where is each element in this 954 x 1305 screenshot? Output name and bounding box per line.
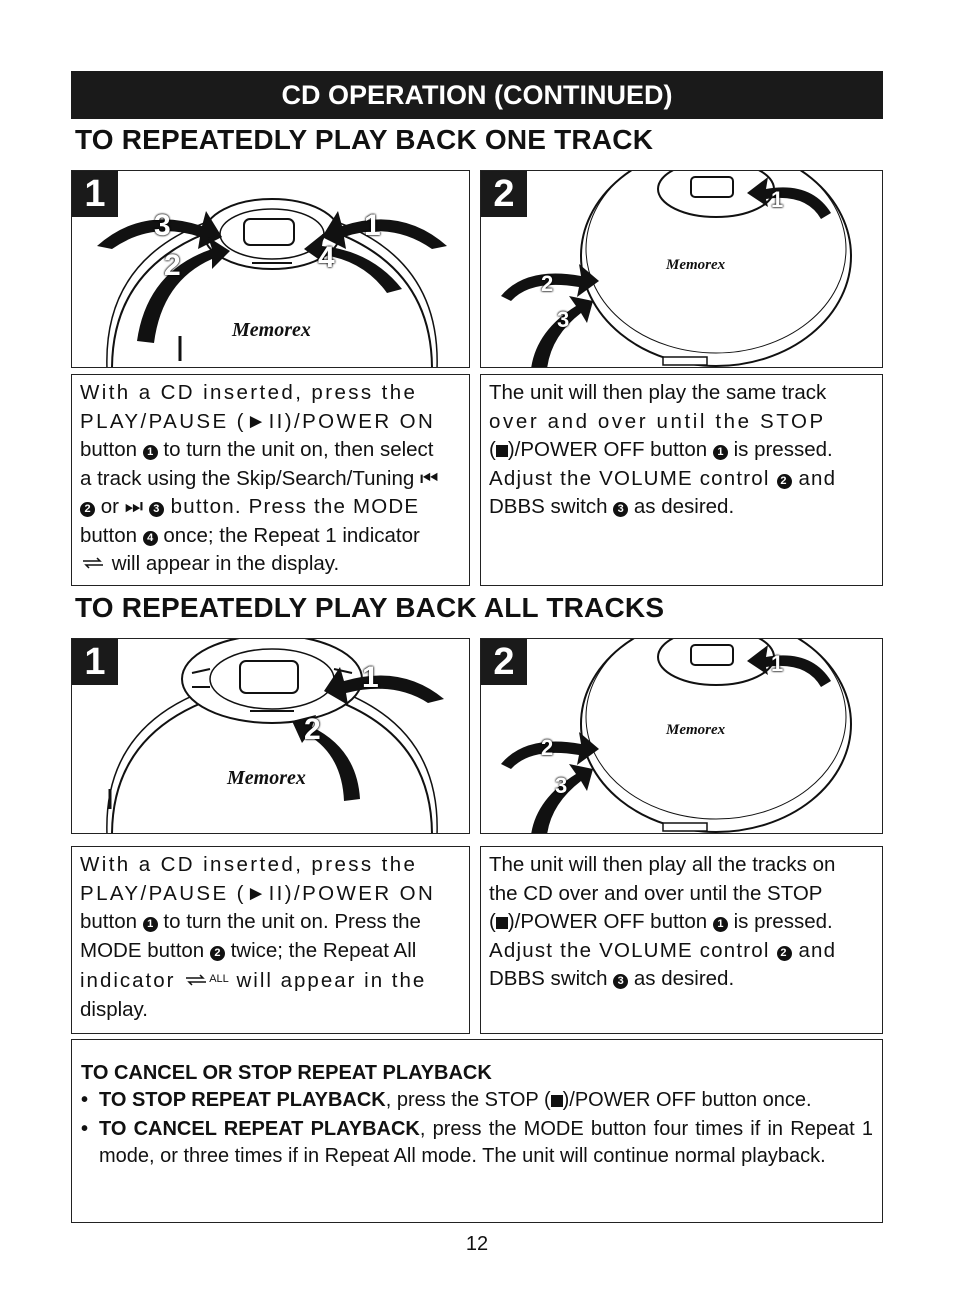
text-line: display. <box>80 997 148 1021</box>
brand-logo: Memorex <box>666 722 726 738</box>
repeat-icon <box>80 556 106 570</box>
callout-4: 4 <box>318 241 335 274</box>
marker-1: 1 <box>713 445 728 460</box>
bullet-dot: • <box>81 1118 89 1140</box>
bullet-bold: TO STOP REPEAT PLAYBACK <box>99 1089 386 1111</box>
text-line: will appear in the display. <box>80 550 461 579</box>
text-line: PLAY/PAUSE (►II)/POWER ON <box>80 409 436 433</box>
marker-1: 1 <box>143 445 158 460</box>
heading-repeat-one: TO REPEATEDLY PLAY BACK ONE TRACK <box>75 124 654 155</box>
page-number: 12 <box>465 1233 489 1255</box>
text-line: over and over until the STOP <box>489 409 826 433</box>
marker-3: 3 <box>613 974 628 989</box>
text-line: button 4 once; the Repeat 1 indicator <box>80 523 420 547</box>
callout-2: 2 <box>304 713 321 746</box>
step-number: 2 <box>481 171 527 217</box>
marker-3: 3 <box>149 502 164 517</box>
figure-all-step2 <box>480 638 883 834</box>
brand-logo: Memorex <box>232 319 311 341</box>
callout-3: 3 <box>555 773 568 798</box>
marker-1: 1 <box>713 917 728 932</box>
cd-player-top-illustration <box>72 639 470 834</box>
heading-repeat-all: TO REPEATEDLY PLAY BACK ALL TRACKS <box>75 592 665 623</box>
text-line: Adjust the VOLUME control 2 and <box>489 938 837 962</box>
text-line: The unit will then play the same track <box>489 381 827 404</box>
brand-logo: Memorex <box>666 257 726 273</box>
callout-3: 3 <box>154 209 171 242</box>
text-line: DBBS switch 3 as desired. <box>489 967 735 990</box>
text-line: DBBS switch 3 as desired. <box>489 495 735 518</box>
repeat-icon <box>183 973 209 987</box>
callout-1: 1 <box>771 187 784 212</box>
text-line: PLAY/PAUSE (►II)/POWER ON <box>80 881 436 905</box>
figure-all-step1 <box>71 638 470 834</box>
bullet-dot: • <box>81 1089 89 1111</box>
text-line: indicator $^{ALL}$ will appear in the <box>80 969 427 992</box>
callout-2: 2 <box>164 249 181 282</box>
step-number: 2 <box>481 639 527 685</box>
text-line: ( )/POWER OFF button 1 is pressed. <box>489 438 833 461</box>
callout-1: 1 <box>362 661 379 694</box>
callout-1: 1 <box>771 651 784 676</box>
text-line: MODE button 2 twice; the Repeat All <box>80 938 417 962</box>
callout-2: 2 <box>541 735 554 760</box>
figure-one-step1 <box>71 170 470 368</box>
marker-2: 2 <box>777 474 792 489</box>
repeat-all-label: ALL <box>209 973 229 985</box>
stop-icon <box>496 445 508 457</box>
text-line: With a CD inserted, press the <box>80 853 418 876</box>
callout-2: 2 <box>541 271 554 296</box>
callout-1: 1 <box>364 209 381 242</box>
marker-4: 4 <box>143 531 158 546</box>
marker-2: 2 <box>80 502 95 517</box>
text-line: button 1 to turn the unit on, then select <box>80 438 434 461</box>
step-number: 1 <box>72 171 118 217</box>
list-item: • TO STOP REPEAT PLAYBACK, press the STOP ( )/POWER OFF button once. <box>81 1087 873 1114</box>
stop-icon <box>551 1095 563 1107</box>
cancel-repeat-box <box>71 1039 883 1223</box>
text-line: button 1 to turn the unit on. Press the <box>80 910 421 933</box>
instructions-one-left <box>71 374 470 586</box>
instructions-all-right <box>480 846 883 1034</box>
text-line: 2 or ⏭ 3 button. Press the MODE <box>80 493 461 522</box>
instructions-one-right <box>480 374 883 586</box>
marker-3: 3 <box>613 502 628 517</box>
text-line: ( )/POWER OFF button 1 is pressed. <box>489 910 833 933</box>
cd-player-side-illustration <box>481 171 883 368</box>
figure-one-step2 <box>480 170 883 368</box>
cancel-title: TO CANCEL OR STOP REPEAT PLAYBACK <box>81 1062 492 1084</box>
text-line: a track using the Skip/Search/Tuning ⏮ <box>80 466 439 490</box>
section-banner: CD OPERATION (CONTINUED) <box>71 71 883 119</box>
instructions-all-left <box>71 846 470 1034</box>
text-line: The unit will then play all the tracks on <box>489 853 836 876</box>
marker-2: 2 <box>777 946 792 961</box>
text-line: With a CD inserted, press the <box>80 381 418 404</box>
step-number: 1 <box>72 639 118 685</box>
bullet-bold: TO CANCEL REPEAT PLAYBACK <box>99 1118 420 1140</box>
text-line: the CD over and over until the STOP <box>489 881 823 905</box>
callout-3: 3 <box>557 307 570 332</box>
text-line: Adjust the VOLUME control 2 and <box>489 466 837 490</box>
marker-1: 1 <box>143 917 158 932</box>
brand-logo: Memorex <box>227 767 306 789</box>
stop-icon <box>496 917 508 929</box>
list-item: • TO CANCEL REPEAT PLAYBACK, press the MODE button four times if in Repeat 1 mode, or three times if in Repeat All mode. The unit will continue normal playback. <box>81 1116 873 1170</box>
cd-player-top-illustration <box>72 171 470 368</box>
marker-2: 2 <box>210 946 225 961</box>
